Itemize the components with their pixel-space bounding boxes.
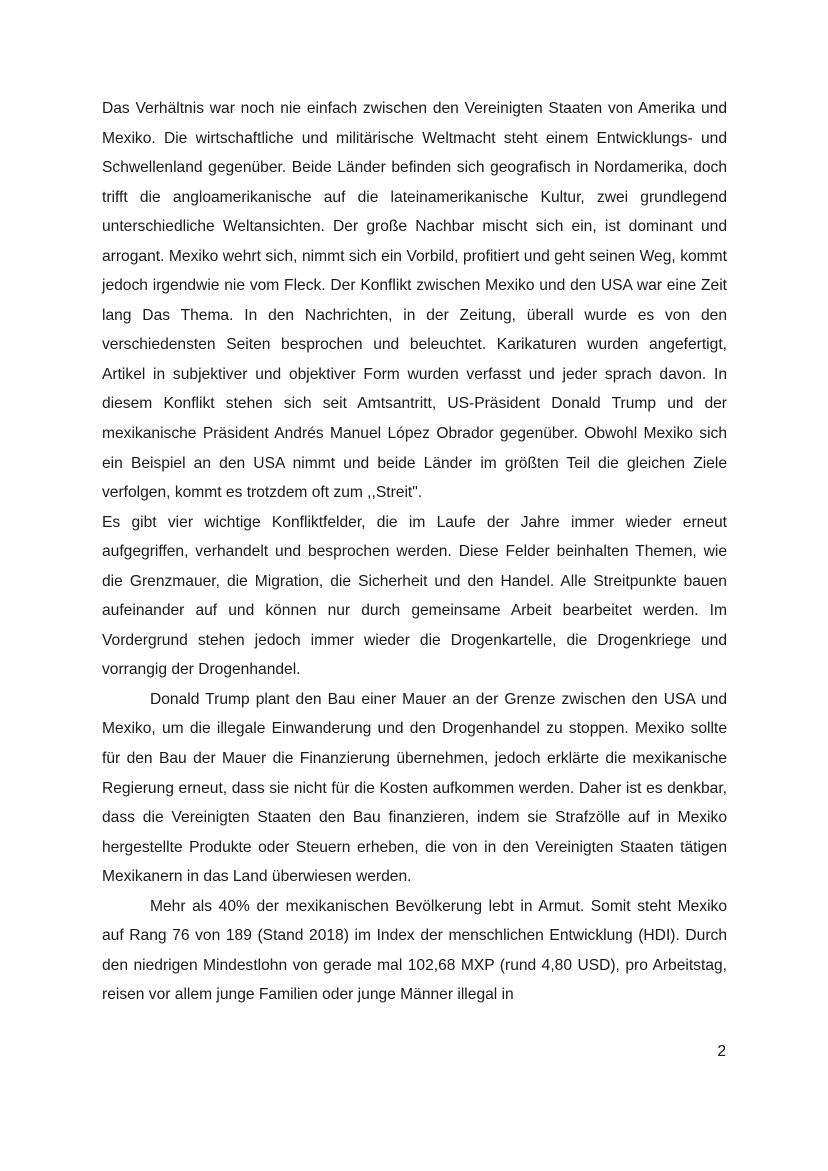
document-body — [102, 94, 727, 1010]
paragraph-4: Mehr als 40% der mexikanischen Bevölkerung lebt in Armut. Somit steht Mexiko auf Rang 76 von 189 (Stand 2018) im Index der menschlichen Entwicklung (HDI). Durch den niedrigen Mindestlohn von gerade mal 102,68 MXP (rund 4,80 USD), pro Arbeitstag, reisen vor allem junge Familien oder junge Männer illegal in — [102, 897, 727, 1004]
paragraph-1: Das Verhältnis war noch nie einfach zwischen den Vereinigten Staaten von Amerika und Mexiko. Die wirtschaftliche und militärische Weltmacht steht einem Entwicklungs- und Schwellenland gegenüber. Beide Länder befinden sich geografisch in Nordamerika, doch trifft die angloamerikanische auf die lateinamerikanische Kultur, zwei grundlegend unterschiedliche Weltansichten. Der große Nachbar mischt sich ein, ist dominant und arrogant. Mexiko wehrt sich, nimmt sich ein Vorbild, profitiert und geht seinen Weg, kommt jedoch irgendwie nie vom Fleck. Der Konflikt zwischen Mexiko und den USA war eine Zeit lang Das Thema. In den Nachrichten, in der Zeitung, überall wurde es von den verschiedensten Seiten besprochen und beleuchtet. Karikaturen wurden angefertigt, Artikel in subjektiver und objektiver Form wurden verfasst und jeder sprach davon. In diesem Konflikt stehen sich seit Amtsantritt, US-Präsident Donald Trump und der mexikanische Präsident Andrés Manuel López Obrador gegenüber. Obwohl Mexiko sich ein Beispiel an den USA nimmt und beide Länder im größten Teil die gleichen Ziele verfolgen, kommt es trotzdem oft zum ,,Streit". — [102, 100, 727, 502]
page-number: 2 — [717, 1043, 726, 1060]
paragraph-3: Donald Trump plant den Bau einer Mauer an der Grenze zwischen den USA und Mexiko, um die illegale Einwanderung und den Drogenhandel zu stoppen. Mexiko sollte für den Bau der Mauer die Finanzierung übernehmen, jedoch erklärte die mexikanische Regierung erneut, dass sie nicht für die Kosten aufkommen werden. Daher ist es denkbar, dass die Vereinigten Staaten den Bau finanzieren, indem sie Strafzölle auf in Mexiko hergestellte Produkte oder Steuern erheben, die von in den Vereinigten Staaten tätigen Mexikanern in das Land überwiesen werden. — [102, 690, 727, 886]
paragraph-2: Es gibt vier wichtige Konfliktfelder, die im Laufe der Jahre immer wieder erneut aufgegriffen, verhandelt und besprochen werden. Diese Felder beinhalten Themen, wie die Grenzmauer, die Migration, die Sicherheit und den Handel. Alle Streitpunkte bauen aufeinander auf und können nur durch gemeinsame Arbeit bearbeitet werden. Im Vordergrund stehen jedoch immer wieder die Drogenkartelle, die Drogenkriege und vorrangig der Drogenhandel. — [102, 513, 727, 679]
